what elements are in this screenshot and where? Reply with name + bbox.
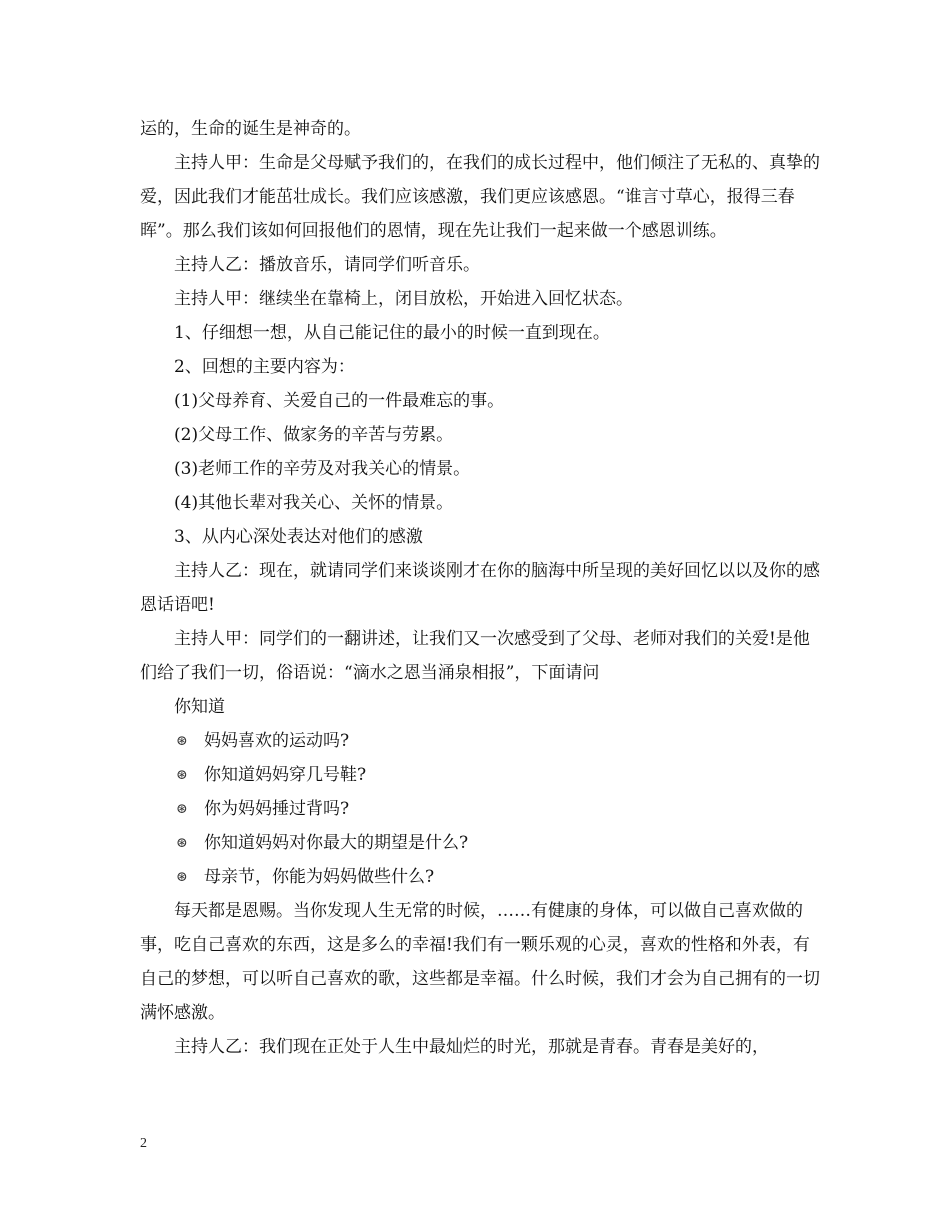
bullet-text: 母亲节，你能为妈妈做些什么? [204,867,435,887]
document-body [140,112,820,1064]
paragraph-host-a-relax: 主持人甲：继续坐在靠椅上，闭目放松，开始进入回忆状态。 [174,289,633,309]
bullet-item [140,724,820,758]
flower-bullet-icon: ⊛ [176,835,188,851]
paragraph-do-you-know: 你知道 [174,697,225,717]
paragraph-host-a-intro: 主持人甲：生命是父母赋予我们的，在我们的成长过程中，他们倾注了无私的、真挚的爱，因此我们才能茁壮成长。我们应该感激，我们更应该感恩。“谁言寸草心，报得三春晖”。那么我们该如何回报他们的恩情，现在先让我们一起来做一个感恩训练。 [140,153,820,241]
flower-bullet-icon: ⊛ [176,801,188,817]
bullet-text: 妈妈喜欢的运动吗? [204,731,350,751]
paragraph-continuation: 运的，生命的诞生是神奇的。 [140,119,361,139]
list-item-step-1: 1、仔细想一想，从自己能记住的最小的时候一直到现在。 [174,323,610,343]
flower-bullet-icon: ⊛ [176,733,188,749]
list-item-step-2: 2、回想的主要内容为： [174,357,355,377]
bullet-text: 你为妈妈捶过背吗? [204,799,350,819]
paragraph-host-b-music: 主持人乙：播放音乐，请同学们听音乐。 [174,255,480,275]
sub-item-2: (2)父母工作、做家务的辛苦与劳累。 [174,425,454,445]
bullet-text: 你知道妈妈穿几号鞋? [204,765,367,785]
list-item-step-3: 3、从内心深处表达对他们的感激 [174,527,423,547]
bullet-item [140,826,820,860]
sub-item-3: (3)老师工作的辛劳及对我关心的情景。 [174,459,471,479]
sub-item-1: (1)父母养育、关爱自己的一件最难忘的事。 [174,391,505,411]
paragraph-gratitude: 每天都是恩赐。当你发现人生无常的时候，……有健康的身体，可以做自己喜欢做的事，吃自己喜欢的东西，这是多么的幸福!我们有一颗乐观的心灵，喜欢的性格和外表，有自己的梦想，可以听自己喜欢的歌，这些都是幸福。什么时候，我们才会为自己拥有的一切满怀感激。 [140,901,820,1023]
flower-bullet-icon: ⊛ [176,869,188,885]
paragraph-host-a-thanks: 主持人甲：同学们的一翻讲述，让我们又一次感受到了父母、老师对我们的关爱!是他们给了我们一切，俗语说：“滴水之恩当涌泉相报”，下面请问 [140,629,810,683]
page-number: 2 [140,1136,147,1151]
bullet-item [140,792,820,826]
flower-bullet-icon: ⊛ [176,767,188,783]
bullet-item [140,758,820,792]
bullet-item [140,860,820,894]
bullet-text: 你知道妈妈对你最大的期望是什么? [204,833,469,853]
paragraph-host-b-youth: 主持人乙：我们现在正处于人生中最灿烂的时光，那就是青春。青春是美好的， [174,1037,769,1057]
sub-item-4: (4)其他长辈对我关心、关怀的情景。 [174,493,454,513]
paragraph-host-b-share: 主持人乙：现在，就请同学们来谈谈刚才在你的脑海中所呈现的美好回忆以以及你的感恩话语吧! [140,561,820,615]
